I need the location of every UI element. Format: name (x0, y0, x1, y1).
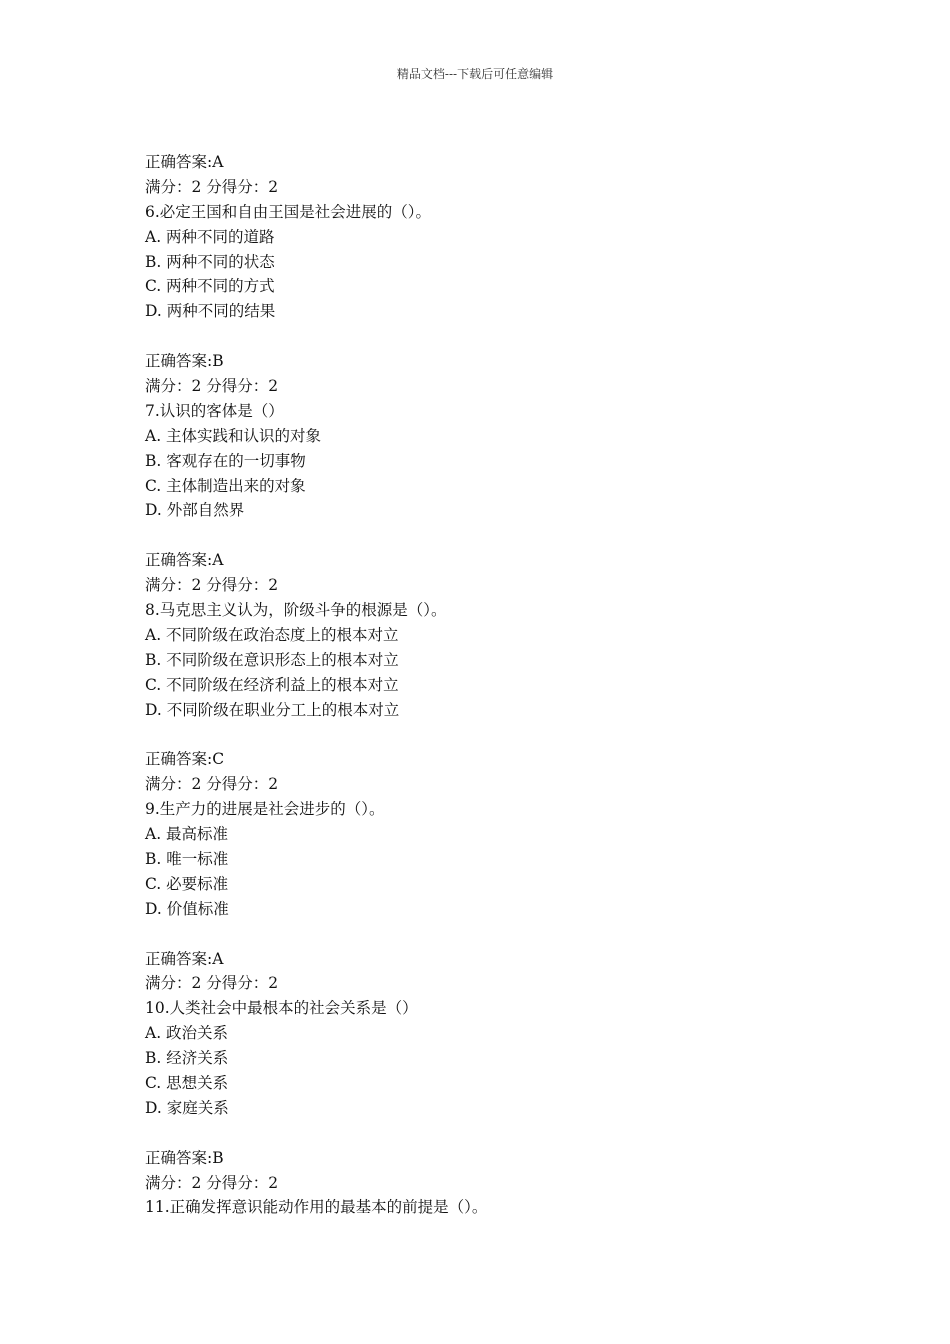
question-text: 11.正确发挥意识能动作用的最基本的前提是（）。 (145, 1198, 488, 1217)
option-d: D. 外部自然界 (145, 501, 245, 520)
page-header: 精品文档---下载后可任意编辑 (396, 67, 554, 81)
option-d: D. 不同阶级在职业分工上的根本对立 (145, 700, 400, 719)
option-b: B. 客观存在的一切事物 (145, 451, 306, 470)
correct-answer: 正确答案:C (145, 750, 225, 769)
option-d: D. 两种不同的结果 (145, 302, 276, 321)
correct-answer: 正确答案:A (145, 949, 224, 968)
correct-answer: 正确答案:B (145, 1148, 224, 1167)
question-text: 6.必定王国和自由王国是社会进展的（）。 (145, 202, 432, 221)
score-line: 满分：2 分得分：2 (145, 177, 279, 196)
score-line: 满分：2 分得分：2 (145, 1173, 279, 1192)
option-d: D. 价值标准 (145, 899, 229, 918)
option-b: B. 唯一标准 (145, 849, 229, 868)
score-line: 满分：2 分得分：2 (145, 576, 279, 595)
correct-answer: 正确答案:A (145, 551, 224, 570)
question-block (145, 747, 825, 946)
option-a: A. 最高标准 (145, 825, 229, 844)
option-b: B. 不同阶级在意识形态上的根本对立 (145, 650, 399, 669)
option-b: B. 两种不同的状态 (145, 252, 275, 271)
option-c: C. 思想关系 (145, 1073, 229, 1092)
option-c: C. 不同阶级在经济利益上的根本对立 (145, 675, 399, 694)
score-line: 满分：2 分得分：2 (145, 974, 279, 993)
question-text: 8.马克思主义认为，阶级斗争的根源是（）。 (145, 601, 447, 620)
block-spacer (145, 722, 825, 747)
block-spacer (145, 324, 825, 349)
option-a: A. 不同阶级在政治态度上的根本对立 (145, 625, 399, 644)
block-spacer (145, 1121, 825, 1146)
question-text: 10.人类社会中最根本的社会关系是（） (145, 999, 418, 1018)
question-block (145, 947, 825, 1146)
question-block (145, 349, 825, 548)
option-c: C. 必要标准 (145, 874, 229, 893)
question-block (145, 1146, 825, 1221)
document-body (145, 150, 825, 1220)
option-c: C. 主体制造出来的对象 (145, 476, 306, 495)
question-text: 9.生产力的进展是社会进步的（）。 (145, 800, 385, 819)
question-block (145, 548, 825, 747)
question-text: 7.认识的客体是（） (145, 401, 284, 420)
score-line: 满分：2 分得分：2 (145, 377, 279, 396)
correct-answer: 正确答案:A (145, 153, 224, 171)
question-block (145, 150, 825, 349)
score-line: 满分：2 分得分：2 (145, 775, 279, 794)
block-spacer (145, 922, 825, 947)
option-a: A. 两种不同的道路 (145, 227, 275, 246)
option-a: A. 政治关系 (145, 1024, 229, 1043)
correct-answer: 正确答案:B (145, 352, 224, 371)
option-b: B. 经济关系 (145, 1049, 229, 1068)
block-spacer (145, 523, 825, 548)
option-d: D. 家庭关系 (145, 1098, 229, 1117)
option-a: A. 主体实践和认识的对象 (145, 426, 322, 445)
option-c: C. 两种不同的方式 (145, 277, 275, 296)
